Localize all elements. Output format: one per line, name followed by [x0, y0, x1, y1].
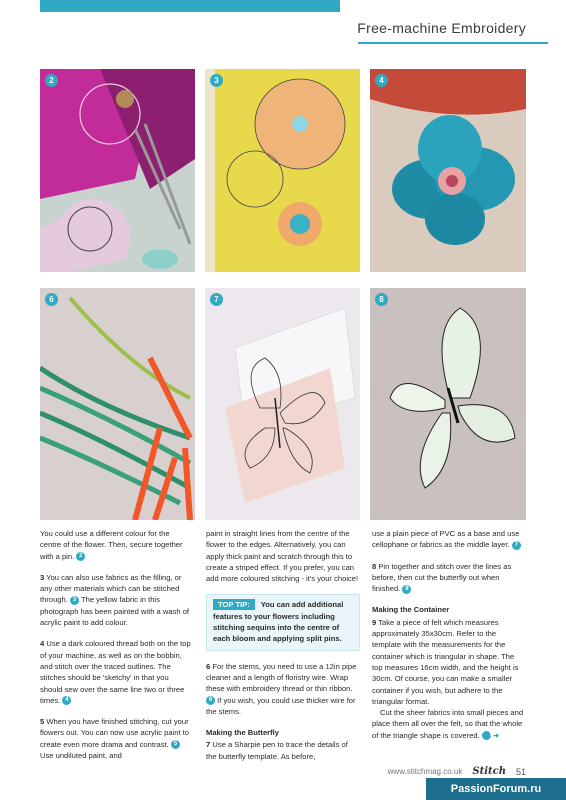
paragraph-step-9: Making the Container 9 Take a piece of felt which measures approximately 35x30cm. Refer to the template with the measurements for the container which is triangular in shape. The top measures 16cm width, and the height is 30cm. Of course, you can make a smaller container if you wish, but adhere to the triangular format.	[372, 604, 526, 707]
photo-step-8	[370, 288, 526, 520]
photo-badge: 8	[375, 293, 388, 306]
top-tip-text: You can add additional features to your flowers including stitching sequins into the centre of each bloom and applying split pins.	[213, 600, 344, 644]
page-number: 51	[515, 766, 526, 777]
step-ref-badge: 8	[402, 585, 411, 594]
subheading: Making the Container	[372, 605, 450, 615]
step-ref-badge: 4	[62, 696, 71, 705]
photo-step-7	[205, 288, 360, 520]
photo-step-3	[205, 69, 360, 272]
text-column-3	[372, 528, 526, 741]
paragraph-step-8: 8 Pin together and stitch over the lines as before, then cut the butterfly out when finished. 8	[372, 561, 512, 594]
header-accent-bar	[40, 0, 340, 12]
paragraph-step-6: 6 For the stems, you need to use a 12in pipe cleaner and a length of floristry wire. Wrap these with embroidery thread or thin ribbon. 6 If you wish, you could use thicker wire for the stems.	[206, 661, 357, 716]
section-title: Free-machine Embroidery	[357, 20, 526, 36]
paragraph-step-7: Making the Butterfly 7 Use a Sharpie pen to trace the details of the butterfly template. As before,	[206, 727, 360, 762]
watermark: PassionForum.ru	[426, 778, 566, 800]
magazine-logo: Stitch	[472, 766, 506, 777]
paragraph: You could use a different colour for the centre of the flower. Then, secure together with a pin. 2	[40, 529, 183, 561]
photo-step-6	[40, 288, 195, 520]
continue-arrow-icon: ➜	[492, 730, 500, 740]
paragraph-continued: Cut the sheer fabrics into small pieces and place them all over the felt, so that the whole of the triangle shape is covered. 9 ➜	[372, 708, 524, 740]
step-ref-badge: 6	[206, 696, 215, 705]
photo-badge: 3	[210, 74, 223, 87]
photo-step-4	[370, 69, 526, 272]
photo-badge: 4	[375, 74, 388, 87]
paragraph-step-3: 3 You can also use fabrics as the filling, or any other materials which can be stitched through. 3 The yellow fabric in this photograph has been painted with a wash of acrylic paint to add colour.	[40, 572, 190, 628]
step-ref-badge: 5	[171, 740, 180, 749]
step-ref-badge: 7	[512, 541, 521, 550]
photo-badge: 6	[45, 293, 58, 306]
photo-step-2	[40, 69, 195, 272]
header-rule	[358, 42, 548, 44]
paragraph-step-4: 4 Use a dark coloured thread both on the top of your machine, as well as on the bobbin, and stitch over the traced outlines. The stitches should be 'sketchy' in that you should sew over the same line two or three times. 4	[40, 639, 191, 705]
top-tip-label: TOP TIP:	[213, 599, 255, 610]
top-tip-box	[206, 594, 360, 650]
page-footer	[388, 766, 526, 777]
step-ref-badge: 9	[482, 731, 491, 740]
step-ref-badge: 3	[70, 596, 79, 605]
text-column-1	[40, 528, 192, 761]
photo-badge: 7	[210, 293, 223, 306]
step-ref-badge: 2	[76, 552, 85, 561]
text-column-2	[206, 528, 360, 762]
paragraph-step-5: 5 When you have finished stitching, cut your flowers out. You can now use acrylic paint to create even more drama and contrast. 5 Use undiluted paint, and	[40, 717, 190, 761]
photo-badge: 2	[45, 74, 58, 87]
paragraph: use a plain piece of PVC as a base and use cellophane or fabrics as the middle layer. 7	[372, 529, 520, 550]
paragraph: paint in straight lines from the centre of the flower to the edges. Alternatively, you can apply thick paint and scratch through this to create a striped effect. If you prefer, you can add more coloured stitching - it's your choice!	[206, 529, 359, 584]
subheading: Making the Butterfly	[206, 728, 279, 738]
footer-url[interactable]: www.stitchmag.co.uk	[387, 767, 463, 776]
